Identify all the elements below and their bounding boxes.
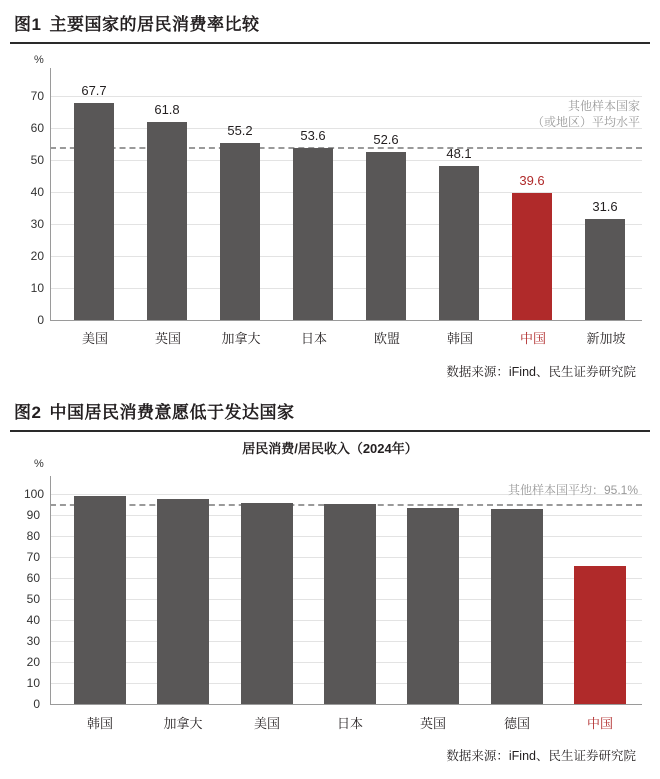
bar [324, 504, 376, 704]
y-tick-label: 20 [26, 655, 40, 669]
bar-value-label: 52.6 [373, 132, 399, 147]
figure-2-source: 数据来源：iFind、民生证券研究院 [446, 749, 636, 763]
bar-value-label: 31.6 [592, 199, 618, 214]
figure-1-y-unit: % [34, 54, 44, 66]
y-tick-label: 20 [30, 249, 44, 263]
bar-value-label-highlight: 39.6 [519, 173, 545, 188]
x-axis [50, 704, 642, 705]
figure-1-title-text: 主要国家的居民消费率比较 [49, 15, 260, 34]
x-category-label: 新加坡 [586, 331, 626, 346]
y-tick-label: 0 [33, 697, 40, 711]
average-note-line2: （或地区）平均水平 [531, 115, 640, 130]
x-category-label: 日本 [336, 716, 363, 731]
bar [491, 509, 543, 704]
bar-highlight [574, 566, 626, 704]
bar [293, 148, 333, 320]
x-category-label-highlight: 中国 [586, 716, 613, 731]
figure-2-tag: 图2 [14, 403, 42, 422]
bar [74, 496, 126, 704]
x-category-label: 美国 [253, 716, 280, 731]
bar-value-label: 61.8 [154, 102, 180, 117]
figure-2-rule [10, 430, 650, 432]
x-category-label: 德国 [503, 716, 530, 731]
bar-value-label: 67.7 [81, 83, 107, 98]
figure-2-title-text: 中国居民消费意愿低于发达国家 [49, 403, 295, 422]
figure-2-title [0, 398, 660, 423]
x-category-label: 加拿大 [221, 331, 261, 346]
x-category-label: 欧盟 [373, 331, 400, 346]
bar [585, 219, 625, 320]
x-category-label-highlight: 中国 [519, 331, 546, 346]
figure-1-plot [10, 50, 650, 346]
y-tick-label: 60 [30, 121, 44, 135]
y-tick-label: 0 [37, 313, 44, 327]
bar-value-label: 53.6 [300, 128, 326, 143]
x-category-label: 加拿大 [163, 716, 203, 731]
y-tick-label: 50 [26, 592, 40, 606]
figure-1-source: 数据来源：iFind、民生证券研究院 [446, 365, 636, 379]
y-tick-label: 100 [23, 487, 44, 501]
bar [407, 508, 459, 704]
bar [74, 103, 114, 320]
figure-2-subtitle: 居民消费/居民收入（2024年） [242, 441, 418, 456]
figure-1-title [0, 10, 660, 35]
y-tick-label: 10 [30, 281, 44, 295]
bar-value-label: 55.2 [227, 123, 253, 138]
average-reference-note [460, 98, 640, 130]
bar-highlight [512, 193, 552, 320]
y-tick-label: 30 [30, 217, 44, 231]
gridline [50, 288, 642, 289]
y-tick-label: 10 [26, 676, 40, 690]
y-axis [50, 68, 51, 321]
bar-value-label: 48.1 [446, 146, 472, 161]
bar [241, 503, 293, 704]
gridline [50, 256, 642, 257]
bar [220, 143, 260, 320]
gridline [50, 160, 642, 161]
y-tick-label: 40 [30, 185, 44, 199]
x-category-label: 美国 [81, 331, 108, 346]
figure-1 [0, 10, 660, 385]
x-category-label: 英国 [154, 331, 181, 346]
y-tick-label: 70 [30, 89, 44, 103]
x-category-label: 日本 [300, 331, 327, 346]
figure-2-y-unit: % [34, 458, 44, 470]
y-axis [50, 476, 51, 705]
x-category-label: 韩国 [86, 716, 113, 731]
y-tick-label: 50 [30, 153, 44, 167]
x-category-label: 韩国 [446, 331, 473, 346]
figure-2 [0, 398, 660, 779]
y-tick-label: 70 [26, 550, 40, 564]
y-tick-label: 40 [26, 613, 40, 627]
x-axis [50, 320, 642, 321]
bar [157, 499, 209, 704]
y-tick-label: 90 [26, 508, 40, 522]
gridline [50, 192, 642, 193]
y-tick-label: 60 [26, 571, 40, 585]
gridline [50, 96, 642, 97]
y-tick-label: 80 [26, 529, 40, 543]
figure-2-plot [10, 436, 650, 731]
bar [147, 122, 187, 320]
figure-1-rule [10, 42, 650, 44]
bar [366, 152, 406, 320]
average-note-line1: 其他样本国家 [567, 99, 640, 113]
average-reference-line [50, 147, 642, 149]
x-category-label: 英国 [419, 716, 446, 731]
bar [439, 166, 479, 320]
y-tick-label: 30 [26, 634, 40, 648]
gridline [50, 224, 642, 225]
figure-1-tag: 图1 [14, 15, 42, 34]
average-reference-note: 其他样本国平均：95.1% [507, 483, 638, 497]
